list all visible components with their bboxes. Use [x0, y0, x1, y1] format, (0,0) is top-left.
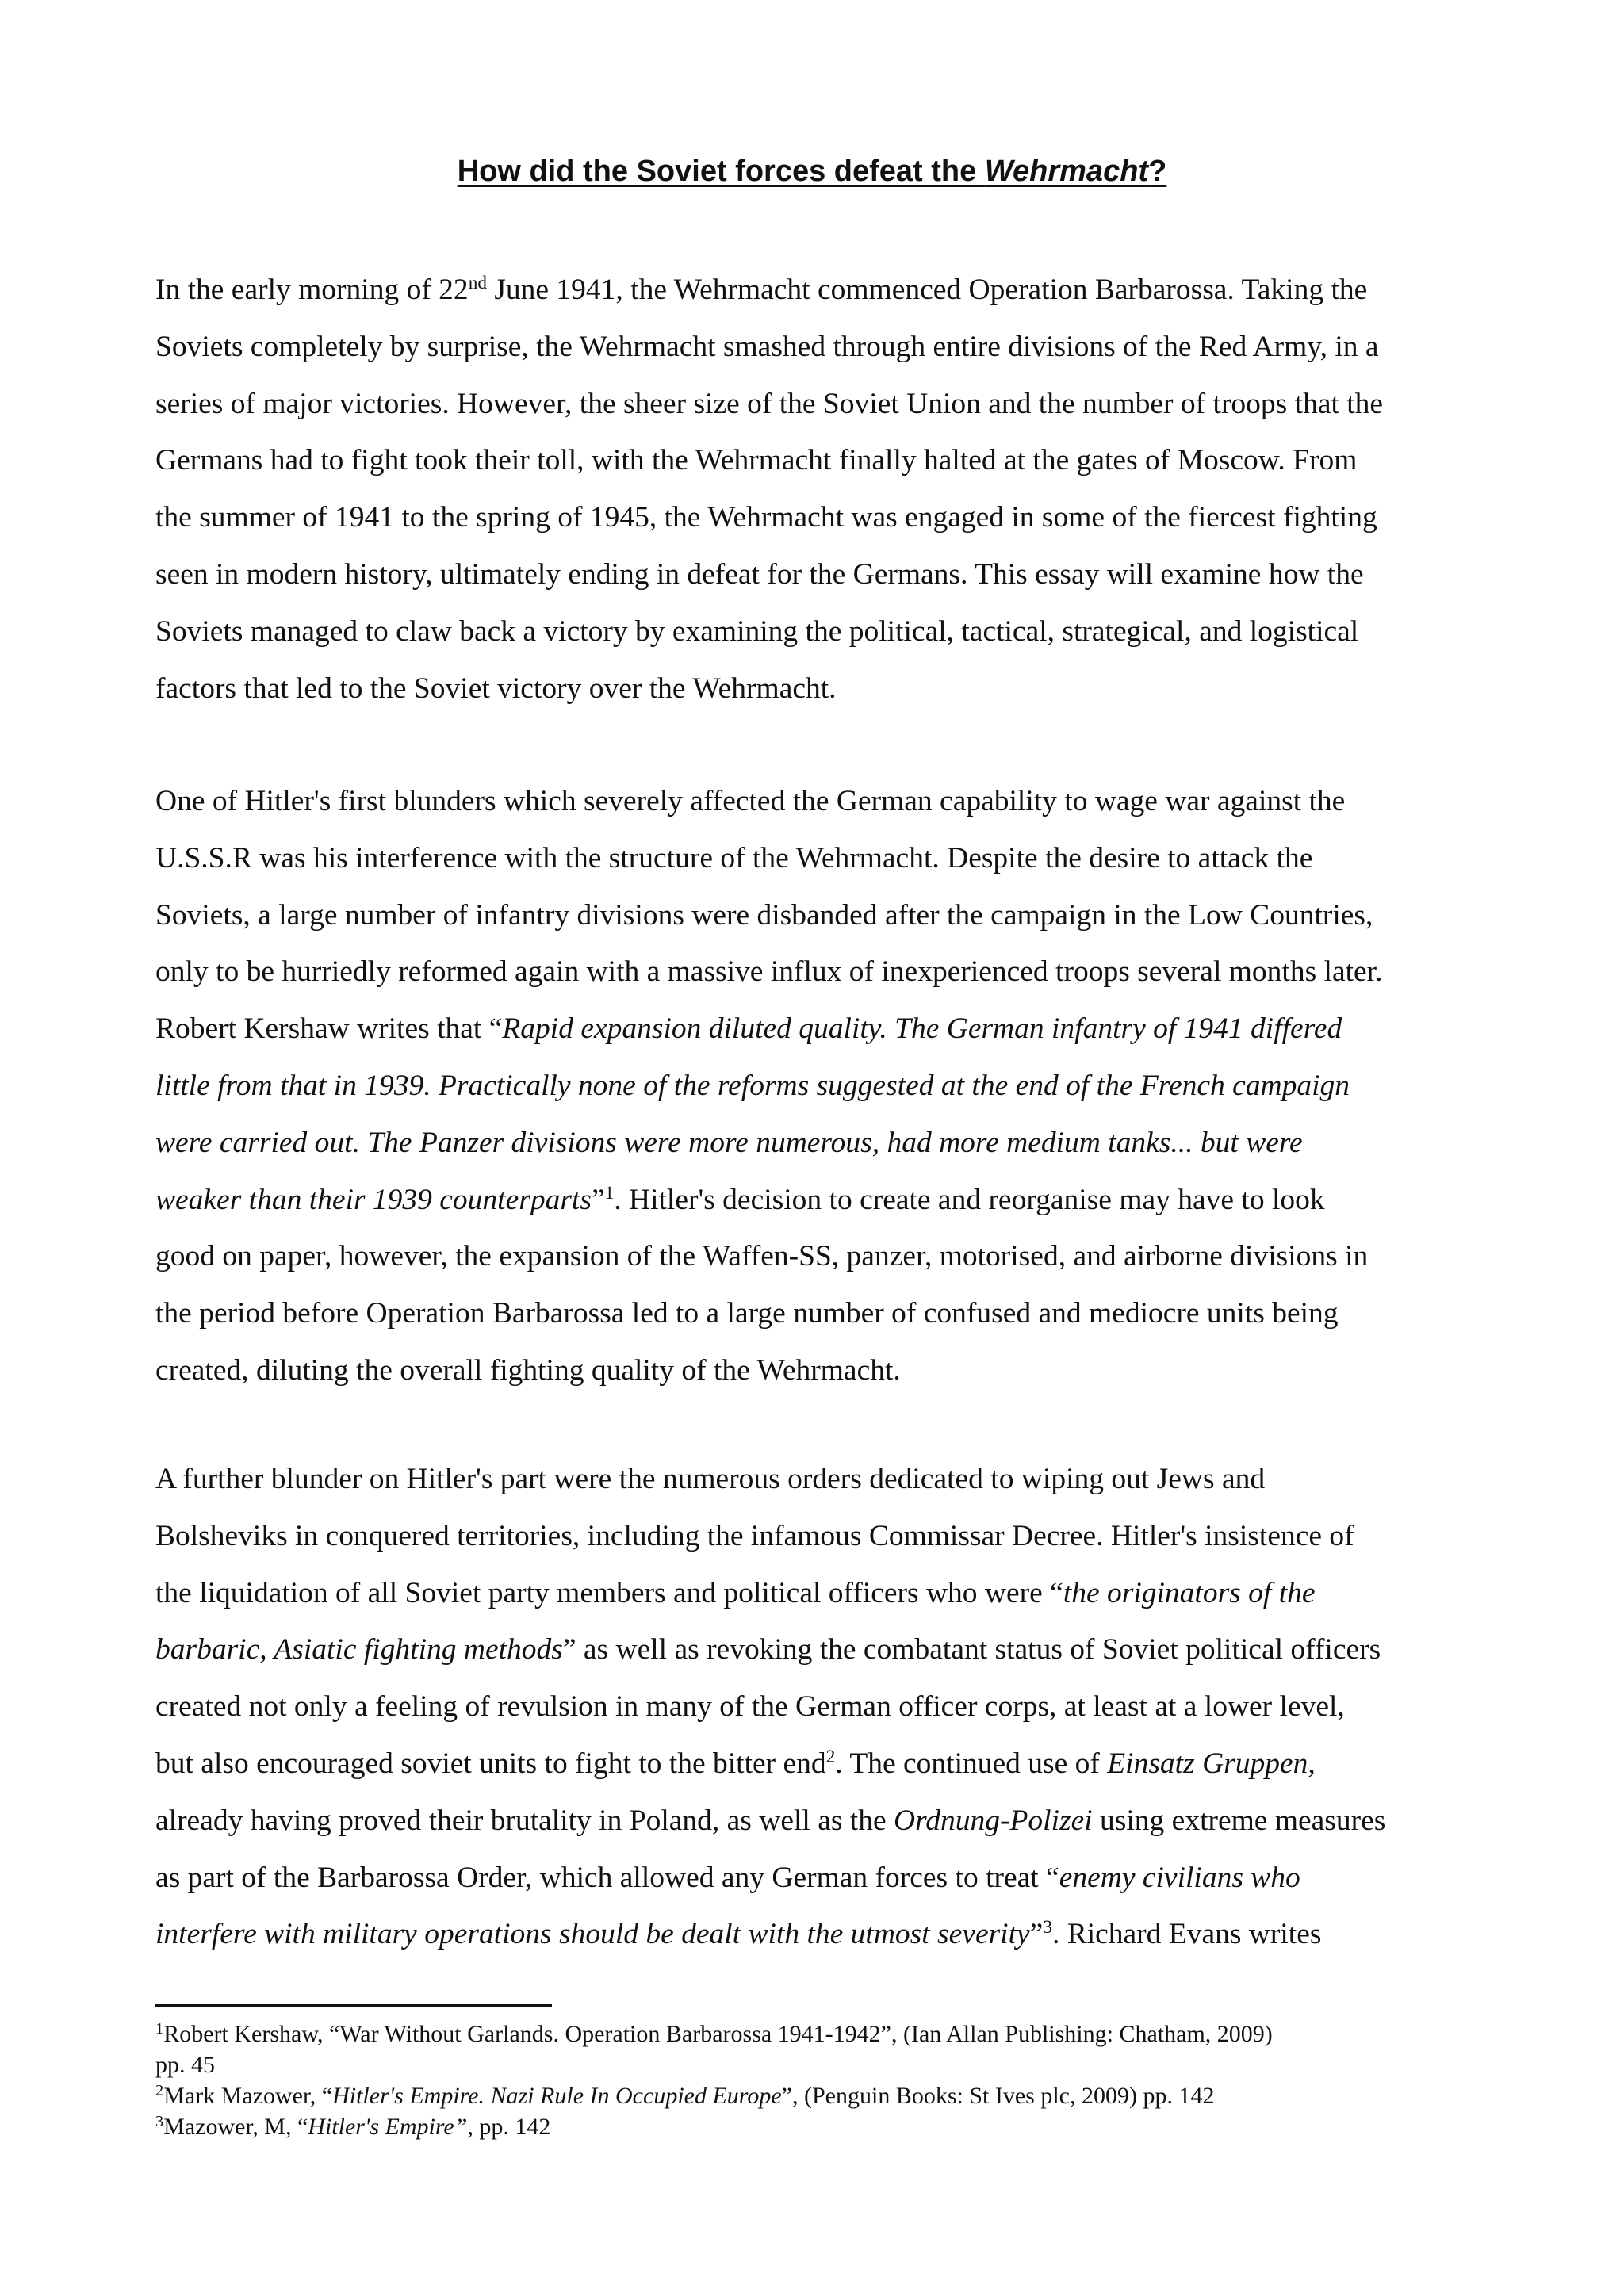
paragraph-orders [155, 1451, 1488, 1963]
footnote-1 [155, 2019, 1488, 2049]
text-line [155, 262, 1488, 319]
footnote-italic: Hitler's Empire. Nazi Rule In Occupied Europe [332, 2083, 782, 2109]
title-text: How did the Soviet forces defeat the [457, 155, 985, 188]
paragraph-structure [155, 773, 1488, 1399]
footnote-text: Mazower, M, “ [163, 2114, 308, 2140]
text-run: . Hitler's decision to create and reorganise may have to look [614, 1183, 1325, 1216]
text-line [155, 1621, 1488, 1678]
text-line [155, 1001, 1488, 1058]
footnote-number: 2 [155, 2081, 164, 2099]
text-line: Germans had to fight took their toll, with the Wehrmacht finally halted at the gates of Moscow. From [155, 444, 1358, 477]
text-line: created not only a feeling of revulsion in many of the German officer corps, at least at a lower level, [155, 1690, 1345, 1724]
text-line: series of major victories. However, the sheer size of the Soviet Union and the number of troops that the [155, 387, 1384, 420]
text-line [155, 1906, 1488, 1963]
text-line: the period before Operation Barbarossa led to a large number of confused and mediocre units being [155, 1297, 1339, 1330]
footnote-ref: 3 [1043, 1917, 1052, 1938]
text-run: as part of the Barbarossa Order, which allowed any German forces to treat “ [155, 1861, 1059, 1894]
text-run: . Richard Evans writes [1051, 1918, 1322, 1951]
paragraph-intro [155, 262, 1488, 717]
text-line [155, 1565, 1488, 1622]
text-line: the summer of 1941 to the spring of 1945, the Wehrmacht was engaged in some of the fiercest fighting [155, 501, 1377, 534]
quote-italic: barbaric, Asiatic fighting methods [155, 1633, 563, 1667]
text-line: Soviets managed to claw back a victory by examining the political, tactical, strategical, and logistical [155, 614, 1359, 648]
footnote-1-continued: pp. 45 [155, 2052, 215, 2078]
text-line: only to be hurriedly reformed again with a massive influx of inexperienced troops several months later. [155, 955, 1383, 989]
text-run: In the early morning of 22 [155, 274, 469, 306]
text-run: ” as well as revoking the combatant status of Soviet political officers [562, 1633, 1381, 1667]
term-italic: Einsatz Gruppen, [1107, 1747, 1316, 1780]
footnote-number: 1 [155, 2019, 164, 2038]
essay-title [0, 152, 1624, 190]
text-run: already having proved their brutality in Poland, as well as the [155, 1804, 894, 1837]
footnote-text: pp. 142 [473, 2114, 551, 2140]
text-run: ” [1029, 1918, 1044, 1951]
text-line [155, 1735, 1488, 1793]
text-line: created, diluting the overall fighting quality of the Wehrmacht. [155, 1353, 901, 1387]
text-line: Bolsheviks in conquered territories, including the infamous Commissar Decree. Hitler's insistence of [155, 1519, 1354, 1552]
footnote-italic: Hitler's Empire”, [308, 2114, 473, 2140]
quote-italic: enemy civilians who [1059, 1861, 1300, 1894]
title-italic: Wehrmacht [984, 155, 1149, 188]
quote-italic: Rapid expansion diluted quality. The German infantry of 1941 differed [502, 1012, 1342, 1046]
text-line [155, 1850, 1488, 1907]
footnote-ref: 2 [825, 1747, 836, 1768]
text-line: Soviets completely by surprise, the Wehrmacht smashed through entire divisions of the Red Army, in a [155, 330, 1379, 363]
footnotes [155, 2019, 1488, 2142]
quote-italic: the originators of the [1063, 1576, 1316, 1609]
text-line: Soviets, a large number of infantry divisions were disbanded after the campaign in the Low Countries, [155, 898, 1373, 932]
footnote-ref: 1 [604, 1182, 615, 1203]
text-line [155, 1793, 1488, 1850]
text-line [155, 1172, 1488, 1229]
footnote-3 [155, 2111, 1488, 2142]
text-line: U.S.S.R was his interference with the structure of the Wehrmacht. Despite the desire to attack the [155, 841, 1313, 874]
quote-italic: little from that in 1939. Practically none of the reforms suggested at the end of the French campaign [155, 1069, 1350, 1102]
title-suffix: ? [1148, 155, 1167, 188]
text-line [155, 1058, 1488, 1115]
footnote-2 [155, 2080, 1488, 2111]
text-line: One of Hitler's first blunders which severely affected the German capability to wage war against the [155, 785, 1346, 817]
quote-italic: were carried out. The Panzer divisions were more numerous, had more medium tanks... but were [155, 1126, 1303, 1159]
text-run: . The continued use of [835, 1747, 1108, 1780]
term-italic: Ordnung-Polizei [894, 1804, 1093, 1837]
text-run: the liquidation of all Soviet party members and political officers who were “ [155, 1576, 1063, 1609]
footnote-text: Mark Mazower, “ [163, 2083, 333, 2109]
footnote-number: 3 [155, 2112, 164, 2130]
text-line: factors that led to the Soviet victory over the Wehrmacht. [155, 672, 837, 705]
text-line: A further blunder on Hitler's part were the numerous orders dedicated to wiping out Jews and [155, 1463, 1266, 1495]
footnote-text: ”, (Penguin Books: St Ives plc, 2009) pp. 142 [781, 2083, 1215, 2109]
text-line: seen in modern history, ultimately ending in defeat for the Germans. This essay will examine how the [155, 557, 1364, 591]
footnote-text: Robert Kershaw, “War Without Garlands. Operation Barbarossa 1941-1942”, (Ian Allan Publishing: Chatham, 2009) [163, 2021, 1273, 2047]
text-run: but also encouraged soviet units to fight to the bitter end [155, 1747, 826, 1780]
text-run: Robert Kershaw writes that “ [155, 1012, 503, 1046]
text-line: good on paper, however, the expansion of the Waffen-SS, panzer, motorised, and airborne divisions in [155, 1240, 1369, 1273]
text-run: using extreme measures [1092, 1804, 1386, 1837]
quote-italic: weaker than their 1939 counterparts [155, 1183, 592, 1216]
text-run: June 1941, the Wehrmacht commenced Operation Barbarossa. Taking the [486, 274, 1368, 306]
text-run: ” [591, 1183, 605, 1216]
text-line [155, 1115, 1488, 1172]
quote-italic: interfere with military operations should be dealt with the utmost severity [155, 1918, 1030, 1951]
ordinal-superscript: nd [468, 273, 487, 294]
footnote-divider [155, 2004, 552, 2007]
